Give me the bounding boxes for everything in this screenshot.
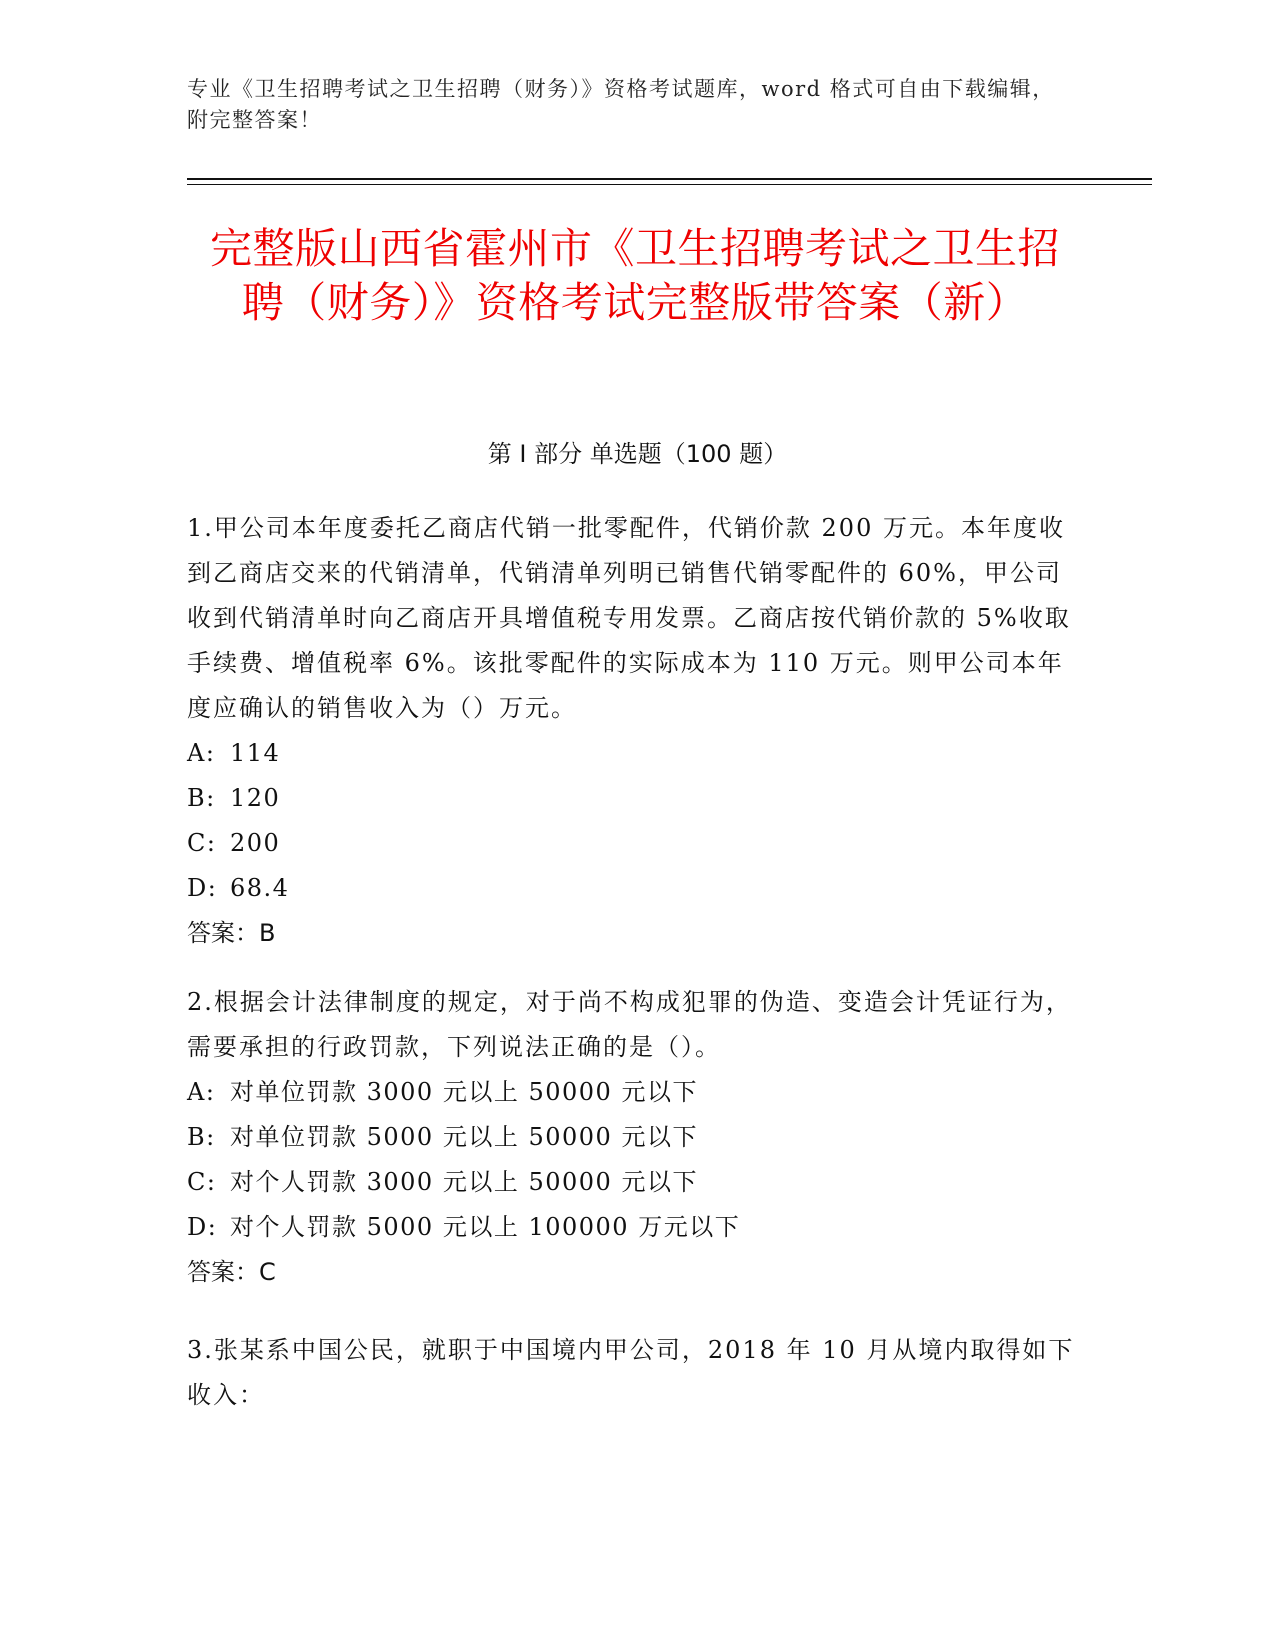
option-label: B:: [187, 1123, 216, 1151]
question-2: [187, 980, 1082, 1294]
answer-text: 答案：B: [187, 919, 276, 947]
document-title: 完整版山西省霍州市《卫生招聘考试之卫生招聘（财务）》资格考试完整版带答案（新）: [209, 224, 1060, 327]
option-b: [187, 776, 1082, 821]
option-text: 对个人罚款 3000 元以上 50000 元以下: [230, 1168, 698, 1196]
option-d: [187, 1205, 1082, 1250]
question-3: [187, 1328, 1082, 1418]
option-a: [187, 731, 1082, 776]
option-label: A:: [187, 1078, 216, 1106]
header-divider-thin: [187, 184, 1152, 185]
option-a: [187, 1070, 1082, 1115]
option-text: 200: [230, 829, 281, 857]
option-c: [187, 1160, 1082, 1205]
answer-text: 答案：C: [187, 1258, 276, 1286]
option-text: 对单位罚款 3000 元以上 50000 元以下: [230, 1078, 698, 1106]
question-stem: 1.甲公司本年度委托乙商店代销一批零配件，代销价款 200 万元。本年度收到乙商店交来的代销清单，代销清单列明已销售代销零配件的 60%，甲公司收到代销清单时向乙商店开具增值税专用发票。乙商店按代销价款的 5%收取手续费、增值税率 6%。该批零配件的实际成本为 110 万元。则甲公司本年度应确认的销售收入为（）万元。: [187, 514, 1071, 722]
question-1: [187, 506, 1082, 955]
option-text: 68.4: [230, 874, 290, 902]
option-label: C:: [187, 829, 217, 857]
option-label: A:: [187, 739, 216, 767]
option-text: 120: [230, 784, 281, 812]
option-c: [187, 821, 1082, 866]
option-label: B:: [187, 784, 216, 812]
header-note: 专业《卫生招聘考试之卫生招聘（财务）》资格考试题库，word 格式可自由下载编辑，附完整答案！: [187, 77, 1055, 132]
section-title: 第 I 部分 单选题（100 题）: [487, 440, 788, 468]
option-text: 对个人罚款 5000 元以上 100000 万元以下: [230, 1213, 741, 1241]
option-b: [187, 1115, 1082, 1160]
header-divider-thick: [187, 178, 1152, 180]
option-label: D:: [187, 874, 218, 902]
option-text: 114: [230, 739, 281, 767]
option-text: 对单位罚款 5000 元以上 50000 元以下: [230, 1123, 698, 1151]
option-label: D:: [187, 1213, 218, 1241]
option-d: [187, 866, 1082, 911]
option-label: C:: [187, 1168, 217, 1196]
question-stem: 3.张某系中国公民，就职于中国境内甲公司，2018 年 10 月从境内取得如下收入：: [187, 1336, 1075, 1409]
question-stem: 2.根据会计法律制度的规定，对于尚不构成犯罪的伪造、变造会计凭证行为，需要承担的行政罚款，下列说法正确的是（）。: [187, 988, 1072, 1061]
